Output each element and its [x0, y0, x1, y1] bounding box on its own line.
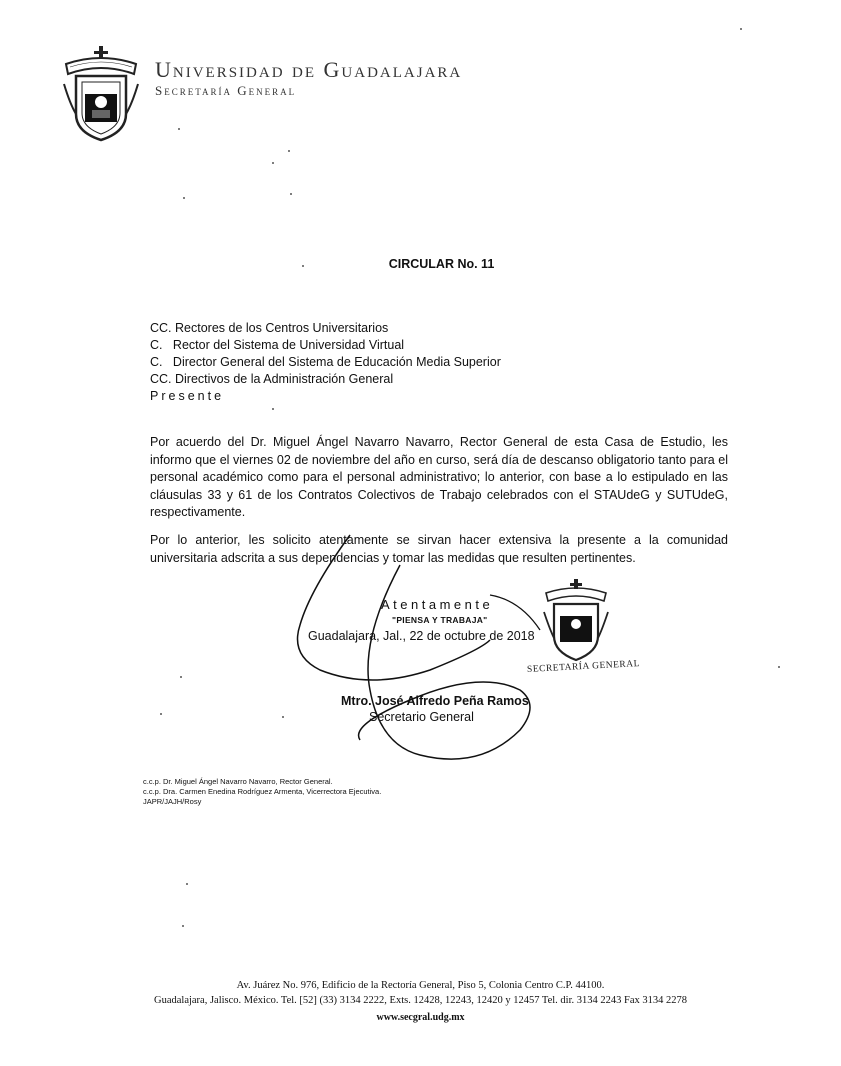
department-name: Secretaría General	[155, 83, 297, 98]
footer-website: www.secgral.udg.mx	[376, 1012, 465, 1023]
signer-position: Secretario General	[369, 710, 474, 724]
scan-speckle	[740, 28, 742, 30]
scan-speckle	[178, 128, 180, 130]
scan-speckle	[160, 713, 162, 715]
ccp-initials: JAPR/JAJH/Rosy	[143, 797, 202, 806]
scan-speckle	[272, 162, 274, 164]
university-motto: "PIENSA Y TRABAJA"	[392, 615, 488, 625]
scan-speckle	[182, 925, 184, 927]
recipient-line: CC. Directivos de la Administración General	[150, 372, 394, 386]
handwritten-signature	[290, 530, 550, 770]
recipient-line: CC. Rectores de los Centros Universitarios	[150, 321, 389, 335]
scan-speckle	[186, 883, 188, 885]
closing-atentamente: Atentamente	[381, 597, 494, 612]
scan-speckle	[272, 408, 274, 410]
place-and-date: Guadalajara, Jal., 22 de octubre de 2018	[308, 629, 535, 643]
stamp-text: SECRETARÍA GENERAL	[526, 659, 641, 675]
scan-speckle	[183, 197, 185, 199]
university-name: Universidad de Guadalajara	[155, 57, 463, 82]
footer-phone: Guadalajara, Jalisco. México. Tel. [52] (33) 3134 2222, Exts. 12428, 12243, 12420 y 12457 Tel. dir. 3134 2243 Fax 3134 2278	[154, 995, 687, 1006]
scan-speckle	[778, 666, 780, 668]
official-stamp-seal	[540, 578, 612, 664]
signer-name: Mtro. José Alfredo Peña Ramos	[341, 694, 529, 708]
recipient-line: C. Rector del Sistema de Universidad Virtual	[150, 338, 405, 352]
footer-address: Av. Juárez No. 976, Edificio de la Rectoría General, Piso 5, Colonia Centro C.P. 44100.	[236, 980, 605, 991]
university-seal-logo	[62, 44, 140, 144]
circular-title: CIRCULAR No. 11	[388, 257, 495, 271]
scan-speckle	[180, 676, 182, 678]
body-paragraph-2: Por lo anterior, les solicito atentamente se sirvan hacer extensiva la presente a la comunidad universitaria adscrita a sus dependencias y tomar las medidas que resulten pertinentes.	[150, 533, 728, 565]
scan-speckle	[282, 716, 284, 718]
recipient-line: C. Director General del Sistema de Educación Media Superior	[150, 355, 501, 369]
scan-speckle	[290, 193, 292, 195]
scan-speckle	[288, 150, 290, 152]
presente-label: Presente	[150, 389, 225, 403]
recipients-block	[150, 320, 501, 405]
ccp-line: c.c.p. Dr. Miguel Ángel Navarro Navarro, Rector General.	[143, 777, 333, 786]
scan-speckle	[302, 265, 304, 267]
ccp-line: c.c.p. Dra. Carmen Enedina Rodríguez Armenta, Vicerrectora Ejecutiva.	[143, 787, 382, 796]
body-paragraph-1: Por acuerdo del Dr. Miguel Ángel Navarro Navarro, Rector General de esta Casa de Estudio, les informo que el viernes 02 de noviembre del año en curso, será día de descanso obligatorio tanto para el personal académico como para el personal administrativo; lo anterior, con base a lo estipulado en las cláusulas 33 y 61 de los Contratos Colectivos de Trabajo celebrados con el STAUdeG y SUTUdeG, respectivamente.	[150, 435, 728, 519]
